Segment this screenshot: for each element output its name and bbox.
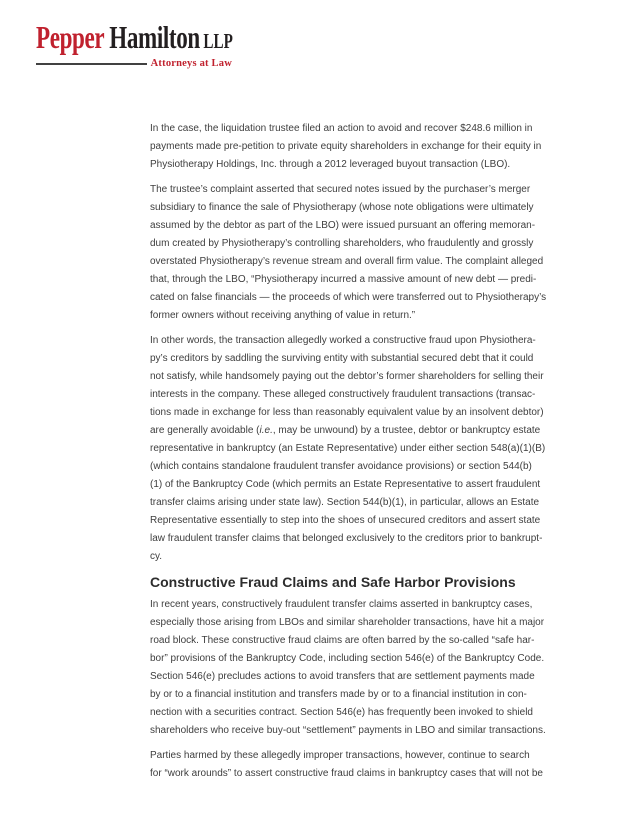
paragraph — [150, 596, 580, 740]
italic-text: i.e. — [259, 425, 273, 436]
text-line: py’s creditors by saddling the surviving entity with substantial secured debt that it could — [150, 353, 534, 364]
text-line: especially those arising from LBOs and similar shareholder transactions, have hit a major — [150, 617, 545, 628]
logo-rule — [36, 63, 147, 65]
text-line: interests in the company. These alleged constructively fraudulent transactions (transac- — [150, 389, 536, 400]
section-heading: Constructive Fraud Claims and Safe Harbor Provisions — [150, 574, 516, 590]
text-line: subsidiary to finance the sale of Physiotherapy (whose note obligations were ultimately — [150, 202, 534, 213]
text-line: Representative essentially to step into the shoes of unsecured creditors and assert state — [150, 515, 541, 526]
text-line: (which contains standalone fraudulent transfer avoidance provisions) or section 544(b) — [150, 461, 532, 472]
text-line: tions made in exchange for less than reasonably equivalent value by an insolvent debtor) — [150, 407, 544, 418]
logo-word-hamilton: Hamilton — [109, 19, 200, 55]
text-line: transfer claims arising under state law). Section 544(b)(1), in particular, allows an Estate — [150, 497, 540, 508]
paragraph — [150, 120, 580, 174]
logo-wordmark — [36, 19, 233, 56]
text-line: overstated Physiotherapy’s revenue stream and overall firm value. The complaint alleged — [150, 256, 544, 267]
text-line: law fraudulent transfer claims that belonged exclusively to the creditors prior to bankrupt- — [150, 533, 543, 544]
paragraph — [150, 181, 580, 325]
text-line: In other words, the transaction allegedly worked a constructive fraud upon Physiothera- — [150, 335, 536, 346]
text-line: (1) of the Bankruptcy Code (which permits an Estate Representative to assert fraudulent — [150, 479, 541, 490]
text-line: The trustee’s complaint asserted that secured notes issued by the purchaser’s merger — [150, 184, 531, 195]
text-line: Physiotherapy Holdings, Inc. through a 2012 leveraged buyout transaction (LBO). — [150, 159, 511, 170]
text-line: Parties harmed by these allegedly improper transactions, however, continue to search — [150, 750, 530, 761]
text-line: road block. These constructive fraud claims are often barred by the so-called “safe har- — [150, 635, 535, 646]
text-line: cy. — [150, 551, 163, 562]
logo-word-pepper: Pepper — [36, 19, 105, 55]
text-line: Section 546(e) precludes actions to avoid transfers that are settlement payments made — [150, 671, 535, 682]
logo-tagline: Attorneys at Law — [150, 58, 232, 69]
text-line: cated on false financials — the proceeds of which were transferred out to Physiotherapy’s — [150, 292, 547, 303]
text-line: for “work arounds” to assert constructive fraud claims in bankruptcy cases that will not be — [150, 768, 543, 779]
text-line: assumed by the debtor as part of the LBO) were issued pursuant an offering memoran- — [150, 220, 536, 231]
text-line: dum created by Physiotherapy’s controlling shareholders, who fraudulently and grossly — [150, 238, 534, 249]
text-line: nection with a securities contract. Section 546(e) has frequently been invoked to shield — [150, 707, 533, 718]
document-body — [150, 120, 580, 790]
text-line: In recent years, constructively fraudulent transfer claims asserted in bankruptcy cases, — [150, 599, 533, 610]
text-segment: are generally avoidable ( — [150, 425, 260, 436]
paragraph — [150, 332, 580, 566]
text-segment: , may be unwound) by a trustee, debtor or bankruptcy estate — [272, 425, 541, 436]
text-line — [150, 422, 580, 440]
text-line: not satisfy, while handsomely paying out the debtor’s former shareholders for selling their — [150, 371, 544, 382]
text-line: representative in bankruptcy (an Estate Representative) under either section 548(a)(1)(B) — [150, 443, 546, 454]
text-line: In the case, the liquidation trustee filed an action to avoid and recover $248.6 million in — [150, 123, 533, 134]
pepper-hamilton-logo — [36, 19, 233, 69]
logo-word-llp: LLP — [203, 29, 233, 53]
paragraph — [150, 747, 580, 783]
logo-tagline-row — [36, 58, 232, 69]
text-line: shareholders who receive buy-out “settlement” payments in LBO and similar transactions. — [150, 725, 546, 736]
text-line: by or to a financial institution and transfers made by or to a financial institution in con- — [150, 689, 527, 700]
text-line: that, through the LBO, “Physiotherapy incurred a massive amount of new debt — predi- — [150, 274, 537, 285]
text-line: payments made pre-petition to private equity shareholders in exchange for their equity in — [150, 141, 542, 152]
text-line: bor” provisions of the Bankruptcy Code, including section 546(e) of the Bankruptcy Code. — [150, 653, 545, 664]
text-line: former owners without receiving anything of value in return.” — [150, 310, 416, 321]
